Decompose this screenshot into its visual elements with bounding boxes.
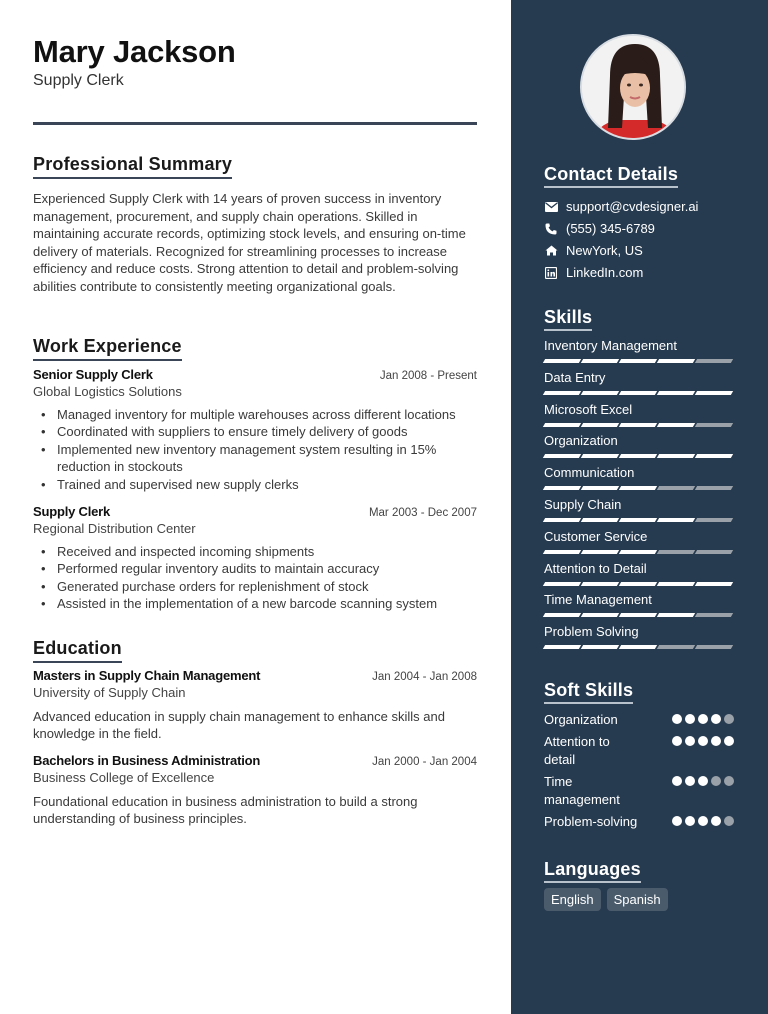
soft-skill-name: Organization — [544, 712, 618, 727]
skill-segment — [543, 550, 581, 554]
job-company: Global Logistics Solutions — [33, 384, 182, 399]
skill-segment — [543, 582, 581, 586]
skill-segment — [657, 391, 695, 395]
skill-segment — [619, 645, 657, 649]
contact-location — [544, 243, 643, 258]
soft-skill-rating — [672, 776, 734, 808]
skill-name: Microsoft Excel — [544, 401, 633, 417]
skill-item — [544, 624, 734, 649]
envelope-icon — [544, 200, 558, 213]
contact-email-text: support@cvdesigner.ai — [566, 199, 699, 214]
soft-skill-rating — [672, 736, 734, 768]
skill-segment — [619, 518, 657, 522]
skill-segment — [543, 423, 581, 427]
soft-skill-item — [544, 711, 734, 729]
job-title: Supply Clerk — [33, 504, 111, 519]
profile-photo — [580, 34, 686, 140]
skill-segment — [695, 582, 733, 586]
contact-linkedin[interactable] — [544, 265, 643, 280]
rating-dot — [672, 714, 682, 724]
soft-skill-item — [544, 773, 734, 808]
rating-dot — [711, 816, 721, 826]
linkedin-icon — [544, 266, 558, 279]
skill-segment — [619, 359, 657, 363]
bullet-item: • Managed inventory for multiple warehouses across different locations — [41, 406, 477, 423]
skill-name: Time Management — [544, 592, 652, 608]
skill-segment — [581, 613, 619, 617]
phone-icon — [544, 222, 558, 235]
school-name: Business College of Excellence — [33, 770, 215, 785]
rating-dot — [724, 736, 734, 746]
education-entry — [33, 668, 477, 743]
skill-level-bar — [544, 550, 734, 554]
skill-name: Supply Chain — [544, 497, 622, 512]
skill-level-bar — [544, 645, 734, 649]
soft-skill-item — [544, 733, 734, 768]
skill-segment — [543, 454, 581, 458]
skill-segment — [657, 613, 695, 617]
contact-email[interactable] — [544, 199, 698, 214]
skill-segment — [695, 613, 733, 617]
skill-segment — [543, 645, 581, 649]
soft-skill-name: Time management — [544, 774, 620, 807]
skill-segment — [581, 582, 619, 586]
skill-segment — [543, 486, 581, 490]
skill-segment — [619, 391, 657, 395]
skill-segment — [695, 359, 733, 363]
skill-segment — [695, 423, 733, 427]
skill-segment — [657, 486, 695, 490]
skill-segment — [543, 613, 581, 617]
rating-dot — [685, 736, 695, 746]
skill-level-bar — [544, 486, 734, 490]
experience-heading: Work Experience — [33, 335, 182, 361]
skill-segment — [657, 454, 695, 458]
skill-name: Communication — [544, 465, 635, 481]
skill-level-bar — [544, 613, 734, 617]
skill-name: Data Entry — [544, 369, 606, 385]
soft-skill-rating — [672, 816, 734, 831]
summary-text: Experienced Supply Clerk with 14 years of proven success in inventory management, procurement, and supply chain operations. Skilled in maintaining accurate records, optimizing stock levels, and ensuring on-time delivery of materials. Recognized for streamlining processes to increase efficiency and reduce costs. Strong attention to detail and problem-solving abilities contribute to consistently meeting organizational goals. — [33, 191, 466, 294]
skill-segment — [695, 454, 733, 458]
skill-item — [544, 561, 734, 586]
soft-skill-name: Attention to detail — [544, 734, 610, 767]
language-chip: Spanish — [607, 888, 668, 911]
job-dates: Jan 2008 - Present — [379, 370, 477, 382]
rating-dot — [711, 776, 721, 786]
skill-item — [544, 529, 734, 554]
skill-level-bar — [544, 518, 734, 522]
school-name: University of Supply Chain — [33, 685, 186, 700]
skill-item — [544, 402, 734, 427]
rating-dot — [698, 776, 708, 786]
skill-name: Customer Service — [544, 528, 648, 544]
candidate-name: Mary Jackson — [33, 34, 236, 69]
skill-segment — [581, 486, 619, 490]
rating-dot — [685, 816, 695, 826]
education-description: Advanced education in supply chain management to enhance skills and knowledge in the field. — [33, 709, 445, 742]
skill-segment — [619, 423, 657, 427]
skill-item — [544, 433, 734, 458]
skill-item — [544, 497, 734, 522]
skill-segment — [695, 391, 733, 395]
skill-segment — [695, 518, 733, 522]
skill-name: Problem Solving — [544, 624, 639, 640]
skill-level-bar — [544, 423, 734, 427]
skill-segment — [581, 550, 619, 554]
skill-segment — [581, 518, 619, 522]
contact-phone[interactable] — [544, 221, 655, 236]
skill-segment — [619, 582, 657, 586]
bullet-item: • Assisted in the implementation of a new barcode scanning system — [41, 595, 477, 612]
skill-level-bar — [544, 454, 734, 458]
sidebar — [511, 0, 768, 1014]
bullet-item: • Received and inspected incoming shipments — [41, 543, 477, 560]
bullet-item: • Coordinated with suppliers to ensure timely delivery of goods — [41, 423, 477, 440]
skill-segment — [657, 423, 695, 427]
rating-dot — [685, 714, 695, 724]
job-entry — [33, 504, 477, 613]
rating-dot — [685, 776, 695, 786]
bullet-item: • Implemented new inventory management system resulting in 15% reduction in stockouts — [41, 441, 477, 476]
rating-dot — [672, 816, 682, 826]
degree-title: Masters in Supply Chain Management — [33, 668, 261, 683]
contact-heading: Contact Details — [544, 163, 678, 188]
contact-location-text: NewYork, US — [566, 243, 643, 258]
rating-dot — [672, 776, 682, 786]
rating-dot — [711, 736, 721, 746]
job-bullets — [33, 406, 477, 493]
bullet-item: • Performed regular inventory audits to maintain accuracy — [41, 560, 477, 577]
skill-item — [544, 338, 734, 363]
skill-segment — [543, 391, 581, 395]
education-entry — [33, 753, 477, 828]
rating-dot — [724, 776, 734, 786]
job-bullets — [33, 543, 477, 613]
bullet-item: • Trained and supervised new supply clerks — [41, 476, 477, 493]
skill-segment — [657, 582, 695, 586]
bullet-item: • Generated purchase orders for replenishment of stock — [41, 578, 477, 595]
rating-dot — [724, 714, 734, 724]
skill-segment — [581, 454, 619, 458]
skill-segment — [695, 486, 733, 490]
summary-heading: Professional Summary — [33, 153, 232, 179]
degree-title: Bachelors in Business Administration — [33, 753, 261, 768]
skill-segment — [543, 518, 581, 522]
skill-segment — [657, 645, 695, 649]
rating-dot — [698, 714, 708, 724]
skill-item — [544, 592, 734, 617]
job-company: Regional Distribution Center — [33, 521, 196, 536]
education-dates: Jan 2004 - Jan 2008 — [372, 671, 477, 683]
skill-segment — [581, 359, 619, 363]
contact-phone-text: (555) 345-6789 — [566, 221, 655, 236]
language-chip: English — [544, 888, 601, 911]
rating-dot — [698, 816, 708, 826]
skill-item — [544, 370, 734, 395]
job-title: Senior Supply Clerk — [33, 367, 153, 382]
skill-segment — [619, 550, 657, 554]
soft-skills-heading: Soft Skills — [544, 679, 633, 704]
rating-dot — [698, 736, 708, 746]
skill-level-bar — [544, 391, 734, 395]
skill-segment — [619, 486, 657, 490]
skill-segment — [657, 359, 695, 363]
skill-segment — [657, 518, 695, 522]
portrait-icon — [582, 36, 686, 140]
skill-level-bar — [544, 359, 734, 363]
skill-segment — [619, 613, 657, 617]
languages-heading: Languages — [544, 858, 641, 883]
rating-dot — [672, 736, 682, 746]
header-divider — [33, 122, 477, 125]
skill-name: Inventory Management — [544, 338, 677, 353]
skill-segment — [695, 550, 733, 554]
skill-segment — [581, 391, 619, 395]
home-icon — [544, 244, 558, 257]
skill-segment — [581, 423, 619, 427]
job-entry — [33, 367, 477, 493]
skill-item — [544, 465, 734, 490]
skill-segment — [657, 550, 695, 554]
education-description: Foundational education in business administration to build a strong understanding of business principles. — [33, 794, 418, 827]
contact-linkedin-text: LinkedIn.com — [566, 265, 644, 280]
job-dates: Mar 2003 - Dec 2007 — [368, 507, 477, 519]
skill-name: Organization — [544, 433, 618, 449]
skill-segment — [695, 645, 733, 649]
soft-skill-rating — [672, 714, 734, 729]
skill-segment — [619, 454, 657, 458]
soft-skill-name: Problem-solving — [544, 814, 638, 829]
education-dates: Jan 2000 - Jan 2004 — [372, 756, 477, 768]
skill-level-bar — [544, 582, 734, 586]
skill-segment — [543, 359, 581, 363]
candidate-title: Supply Clerk — [33, 72, 124, 89]
skill-name: Attention to Detail — [544, 560, 647, 576]
education-heading: Education — [33, 637, 122, 663]
rating-dot — [711, 714, 721, 724]
skills-heading: Skills — [544, 306, 592, 331]
languages-list — [544, 888, 668, 911]
soft-skill-item — [544, 813, 734, 831]
rating-dot — [724, 816, 734, 826]
skill-segment — [581, 645, 619, 649]
